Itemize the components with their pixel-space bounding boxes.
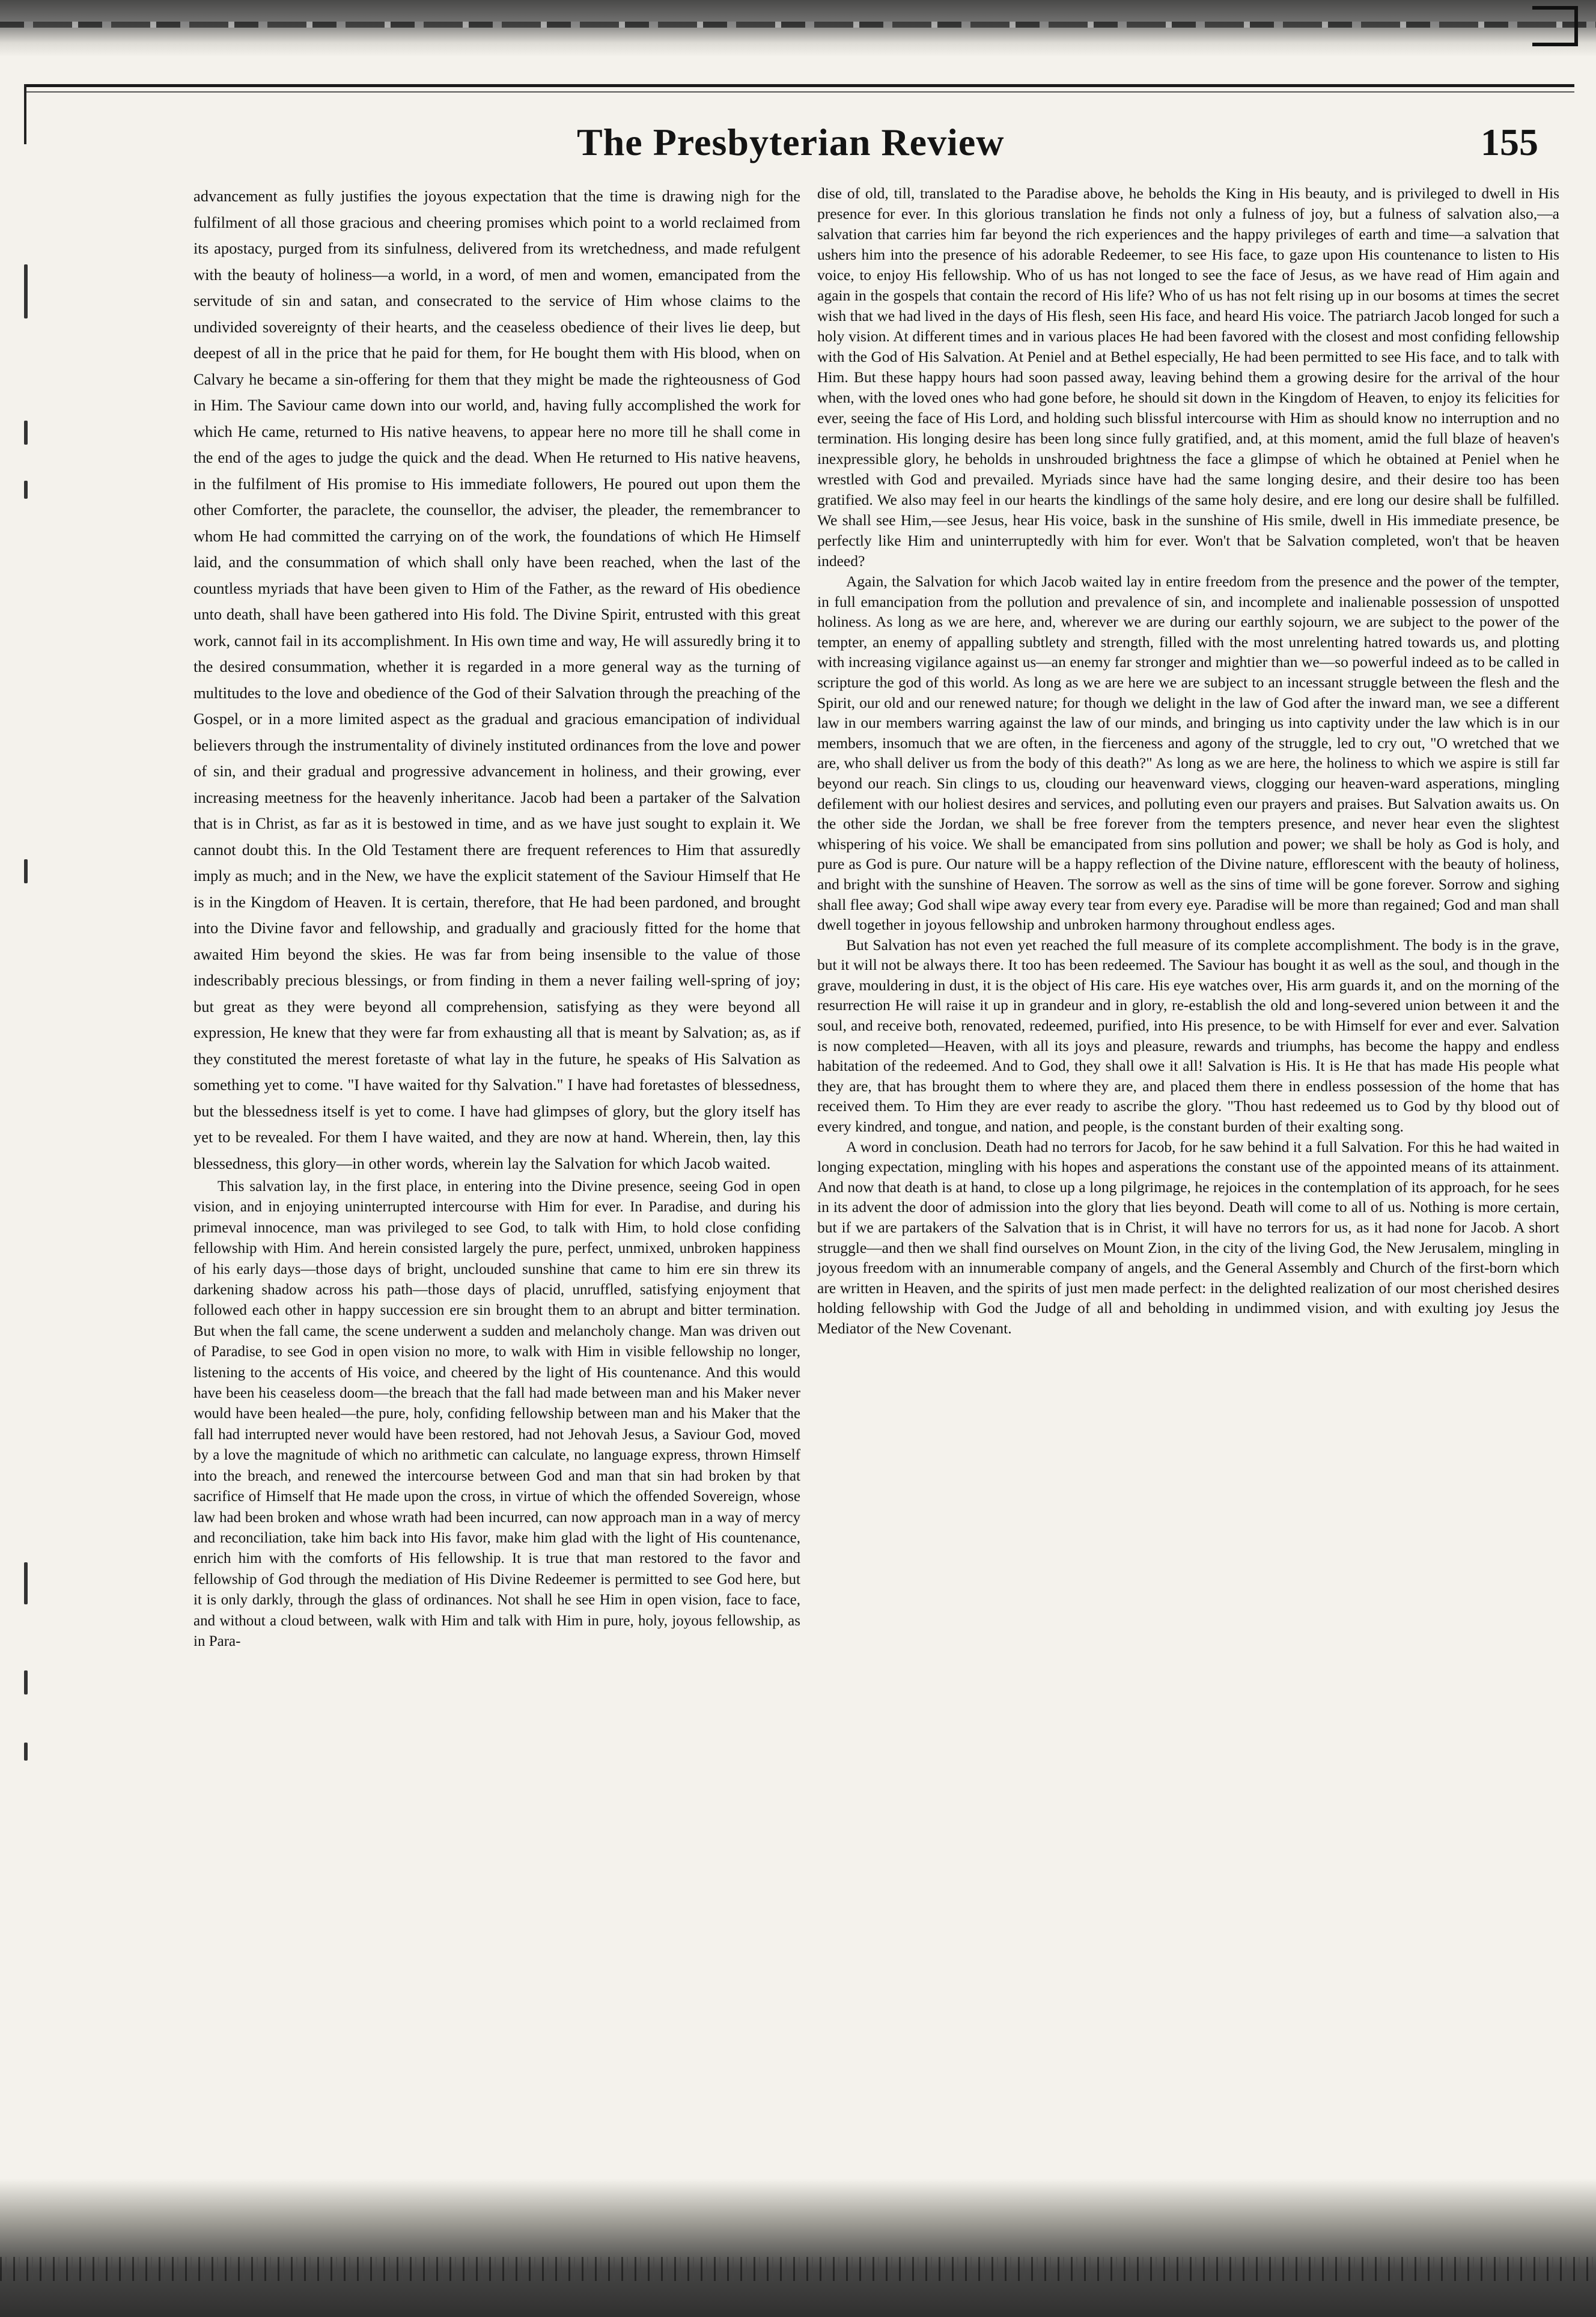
right-column	[817, 183, 1559, 2226]
scan-bottom-edge-noise	[0, 2257, 1596, 2281]
scan-bottom-edge	[0, 2179, 1596, 2317]
body-paragraph: But Salvation has not even yet reached the full measure of its complete accomplishment. The body is in the grave, but it will not be always there. It too has been redeemed. The Saviour has bought it as well as the soul, and though in the grave, mouldering in dust, it is the object of His care. His eye watches over, His arm guards it, and on the morning of the resurrection He will raise it up in grandeur and in glory, re-establish the old and long-severed union between it and the soul, and receive both, renovated, redeemed, purified, into His presence, to be with Himself for ever and ever. Salvation is now completed—Heaven, with all its joys and pleasure, rewards and triumphs, has become the happy and endless habitation of the redeemed. And to God, they shall owe it all! Salvation is His. It is He that has made His people what they are, that has brought them to where they are, and placed them there in endless possession of the home that has received them. To Him they are ever ready to ascribe the glory. "Thou hast redeemed us to God by thy blood out of every kindred, and tongue, and nation, and people, is the constant burden of their exalting song.	[817, 936, 1559, 1136]
margin-mark	[24, 859, 28, 883]
header-rule-thin	[24, 91, 1574, 93]
margin-mark	[24, 1670, 28, 1694]
scan-top-edge	[0, 0, 1596, 57]
margin-mark	[24, 1743, 28, 1761]
margin-mark	[24, 481, 28, 499]
margin-mark	[24, 264, 28, 318]
body-paragraph: dise of old, till, translated to the Paradise above, he beholds the King in His beauty, and is privileged to dwell in His presence for ever. In this glorious translation he finds not only a fulness of joy, but a fulness of salvation also,—a salvation that carries him far beyond the rich experiences and the happy privileges of earth and time—a salvation that ushers him into the presence of his adorable Redeemer, to see His face, to gaze upon His countenance to listen to His voice, to enjoy His fellowship. Who of us has not longed to see the face of Jesus, as we have read of Him again and again in the gospels that contain the record of His life? Who of us has not felt rising up in our bosoms at times the secret wish that we had lived in the days of His flesh, seen His face, and heard His voice. The patriarch Jacob longed for such a holy vision. At different times and in various places He had been favored with the closest and most confiding fellowship with the God of His Salvation. At Peniel and at Bethel especially, He had been permitted to see His face, and to talk with Him. But these happy hours had soon passed away, leaving behind them a growing desire for the arrival of the hour when, with the loved ones who had gone before, he should sit down in the Kingdom of Heaven, to enjoy its felicities for ever, seeing the face of His Lord, and holding such blissful intercourse with Him as should know no interruption and no termination. His longing desire has been long since fully gratified, and, at this moment, amid the full blaze of heaven's inexpressible glory, he beholds in unshrouded brightness the face a glimpse of which he obtained at Peniel when he wrestled with God and prevailed. Myriads since have had the same longing desire, and their desire too has been gratified. We also may feel in our hearts the kindlings of the same holy desire, and ere long our desire shall be fulfilled. We shall see Him,—see Jesus, hear His voice, bask in the sunshine of His smile, dwell in His immediate presence, be perfectly like Him and uninterruptedly with him for ever. Won't that be Salvation completed, won't that be heaven indeed?	[817, 184, 1559, 570]
body-paragraph: A word in conclusion. Death had no terrors for Jacob, for he saw behind it a full Salvation. For this he had waited in longing expectation, mingling with his hopes and asperations the constant use of the appointed means of its attainment. And now that death is at hand, to close up a long pilgrimage, he rejoices in the contemplation of its approach, for he sees in its advent the door of admission into the glory that lies beyond. Death will come to all of us. Nothing is more certain, but if we are partakers of the Salvation that is in Christ, it will have no terrors for us, as it had none for Jacob. A short struggle—and then we shall find ourselves on Mount Zion, in the city of the living God, the New Jerusalem, mingling in joyous freedom with an innumerable company of angels, and the General Assembly and Church of the first-born which are written in Heaven, and the spirits of just men made perfect: in the delighted realization of our most cherished desires holding fellowship with God the Judge of all and beholding in undimmed vision, and with exulting joy Jesus the Mediator of the New Covenant.	[817, 1137, 1559, 1337]
body-paragraph: This salvation lay, in the first place, in entering into the Divine presence, seeing God in open vision, and in enjoying uninterrupted intercourse with Him for ever. In Paradise, and during his primeval innocence, man was privileged to see God, to talk with Him, to hold close confiding fellowship with Him. And herein consisted largely the pure, perfect, unmixed, unbroken happiness of his early days—those days of bright, unclouded sunshine that came to him ere sin threw its darkening shadow across his path—those days of placid, unruffled, satisfying enjoyment that followed each other in happy succession ere sin brought them to an abrupt and bitter termination. But when the fall came, the scene underwent a sudden and melancholy change. Man was driven out of Paradise, to see God in open vision no more, to walk with Him in visible fellowship no longer, listening to the accents of His voice, and cheered by the light of His countenance. And this would have been his ceaseless doom—the breach that the fall had made between man and his Maker never would have been healed—the pure, holy, confiding fellowship between man and his Maker that the fall had interrupted never would have been restored, had not Jehovah Jesus, a Saviour God, moved by a love the magnitude of which no arithmetic can calculate, no language express, thrown Himself into the breach, and renewed the intercourse between God and man that sin had broken by that sacrifice of Himself that He made upon the cross, in virtue of which the offended Sovereign, whose law had been broken and whose wrath had been incurred, can now approach man in a way of mercy and reconciliation, take him back into His favor, make him glad with the light of His countenance, enrich him with the comforts of His fellowship. It is true that man restored to the favor and fellowship of God through the mediation of His Divine Redeemer is permitted to see God here, but it is only darkly, through the glass of ordinances. Not shall he see Him in open vision, face to face, and without a cloud between, walk with Him and talk with Him in pure, holy, joyous fellowship, as in Para-	[193, 1178, 800, 1649]
scan-corner-mark	[1532, 6, 1578, 46]
margin-mark	[24, 421, 28, 445]
left-column	[193, 183, 800, 2226]
body-paragraph: Again, the Salvation for which Jacob waited lay in entire freedom from the presence and the power of the tempter, in full emancipation from the pollution and prevalence of sin, and incomplete and inalienable possession of unspotted holiness. As long as we are here, and, wherever we are during our earthly sojourn, we are subject to the power of the tempter, an enemy of appalling subtlety and strength, filled with the most unrelenting hatred towards us, and plotting with increasing vigilance against us—an enemy far stronger and mightier than we—so powerful indeed as to be called in scripture the god of this world. As long as we are here we are subject to an incessant struggle between the flesh and the Spirit, our old and our renewed nature; for though we delight in the law of God after the inward man, we see a different law in our members warring against the law of our minds, and bringing us into captivity under the law which is in our members, insomuch that we are often, in the fierceness and agony of the struggle, led to cry out, "O wretched that we are, who shall deliver us from the body of this death?" As long as we are here, the holiness to which we aspire is still far beyond our reach. Sin clings to us, clouding our heavenward views, clogging our heaven-ward asperations, mingling defilement with our holiest desires and services, and polluting even our prayers and praises. But Salvation awaits us. On the other side the Jordan, we shall be free forever from the tempters presence, and never hear even the slightest whispering of his voice. We shall be emancipated from sins pollution and power; we shall be holy as God is holy, and pure as God is pure. Our nature will be a happy reflection of the Divine nature, efflorescent with the beauty of holiness, and bright with the sunshine of Heaven. The sorrow as well as the sins of time will be gone forever. Sorrow and sighing shall flee away; God shall wipe away every tear from every eye. Paradise will be more than regained; God and man shall dwell together in joyous fellowship and unbroken harmony throughout endless ages.	[817, 573, 1559, 934]
scan-top-edge-noise	[0, 22, 1596, 28]
margin-rule	[24, 84, 26, 144]
header-rule	[24, 84, 1574, 87]
margin-mark	[24, 1562, 28, 1604]
body-paragraph: advancement as fully justifies the joyous expectation that the time is drawing nigh for the fulfilment of all those gracious and cheering promises which point to a world reclaimed from its apostacy, purged from its sinfulness, delivered from its wretchedness, and made refulgent with the beauty of holiness—a world, in a word, of men and women, emancipated from the servitude of sin and satan, and consecrated to the service of Him whose claims to the undivided sovereignty of their hearts, and the ceaseless obedience of their lives lie deep, but deepest of all in the price that he paid for them, for He bought them with His blood, when on Calvary he became a sin-offering for them that they might be made the righteousness of God in Him. The Saviour came down into our world, and, having fully accomplished the work for which He came, returned to His native heavens, to appear here no more till he shall come in the end of the ages to judge the quick and the dead. When He returned to His native heavens, in the fulfilment of His promise to His immediate followers, He poured out upon them the other Comforter, the paraclete, the counsellor, the adviser, the pleader, the remembrancer to whom He had committed the carrying on of the work, the foundations of which He Himself laid, and the consummation of which shall only have been reached, when the last of the countless myriads that have been given to Him of the Father, as the reward of His obedience unto death, shall have been gathered into His fold. The Divine Spirit, entrusted with this great work, cannot fail in its accomplishment. In His own time and way, He will assuredly bring it to the desired consummation, whether it is regarded in a more general way as the turning of multitudes to the love and obedience of the God of their Salvation through the preaching of the Gospel, or in a more limited aspect as the gradual and gracious emancipation of individual believers through the instrumentality of divinely instituted ordinances from the love and power of sin, and their gradual and progressive advancement in holiness, and their growing, ever increasing meetness for the heavenly inheritance. Jacob had been a partaker of the Salvation that is in Christ, as far as it is bestowed in time, and as we have just sought to explain it. We cannot doubt this. In the Old Testament there are frequent references to Him that assuredly imply as much; and in the New, we have the explicit statement of the Saviour Himself that He is in the Kingdom of Heaven. It is certain, therefore, that He had been pardoned, and brought into the Divine favor and fellowship, and gradually and graciously fitted for the home that awaited Him beyond the skies. He was far from being insensible to the value of those indescribably precious blessings, or from finding in them a never failing well-spring of joy; but great as they were beyond all comprehension, satisfying as they were beyond all expression, He knew that they were far from exhausting all that is meant by Salvation; as, as if they constituted the merest foretaste of what lay in the future, he speaks of His Salvation as something yet to come. "I have waited for thy Salvation." I have had foretastes of blessedness, but the blessedness itself is yet to come. I have had glimpses of glory, but the glory itself has yet to be revealed. For them I have waited, and they are now at hand. Wherein, then, lay this blessedness, this glory—in other words, wherein lay the Salvation for which Jacob waited.	[193, 187, 800, 1172]
running-title: The Presbyterian Review	[577, 121, 1005, 163]
page-number: 155	[1481, 121, 1538, 163]
